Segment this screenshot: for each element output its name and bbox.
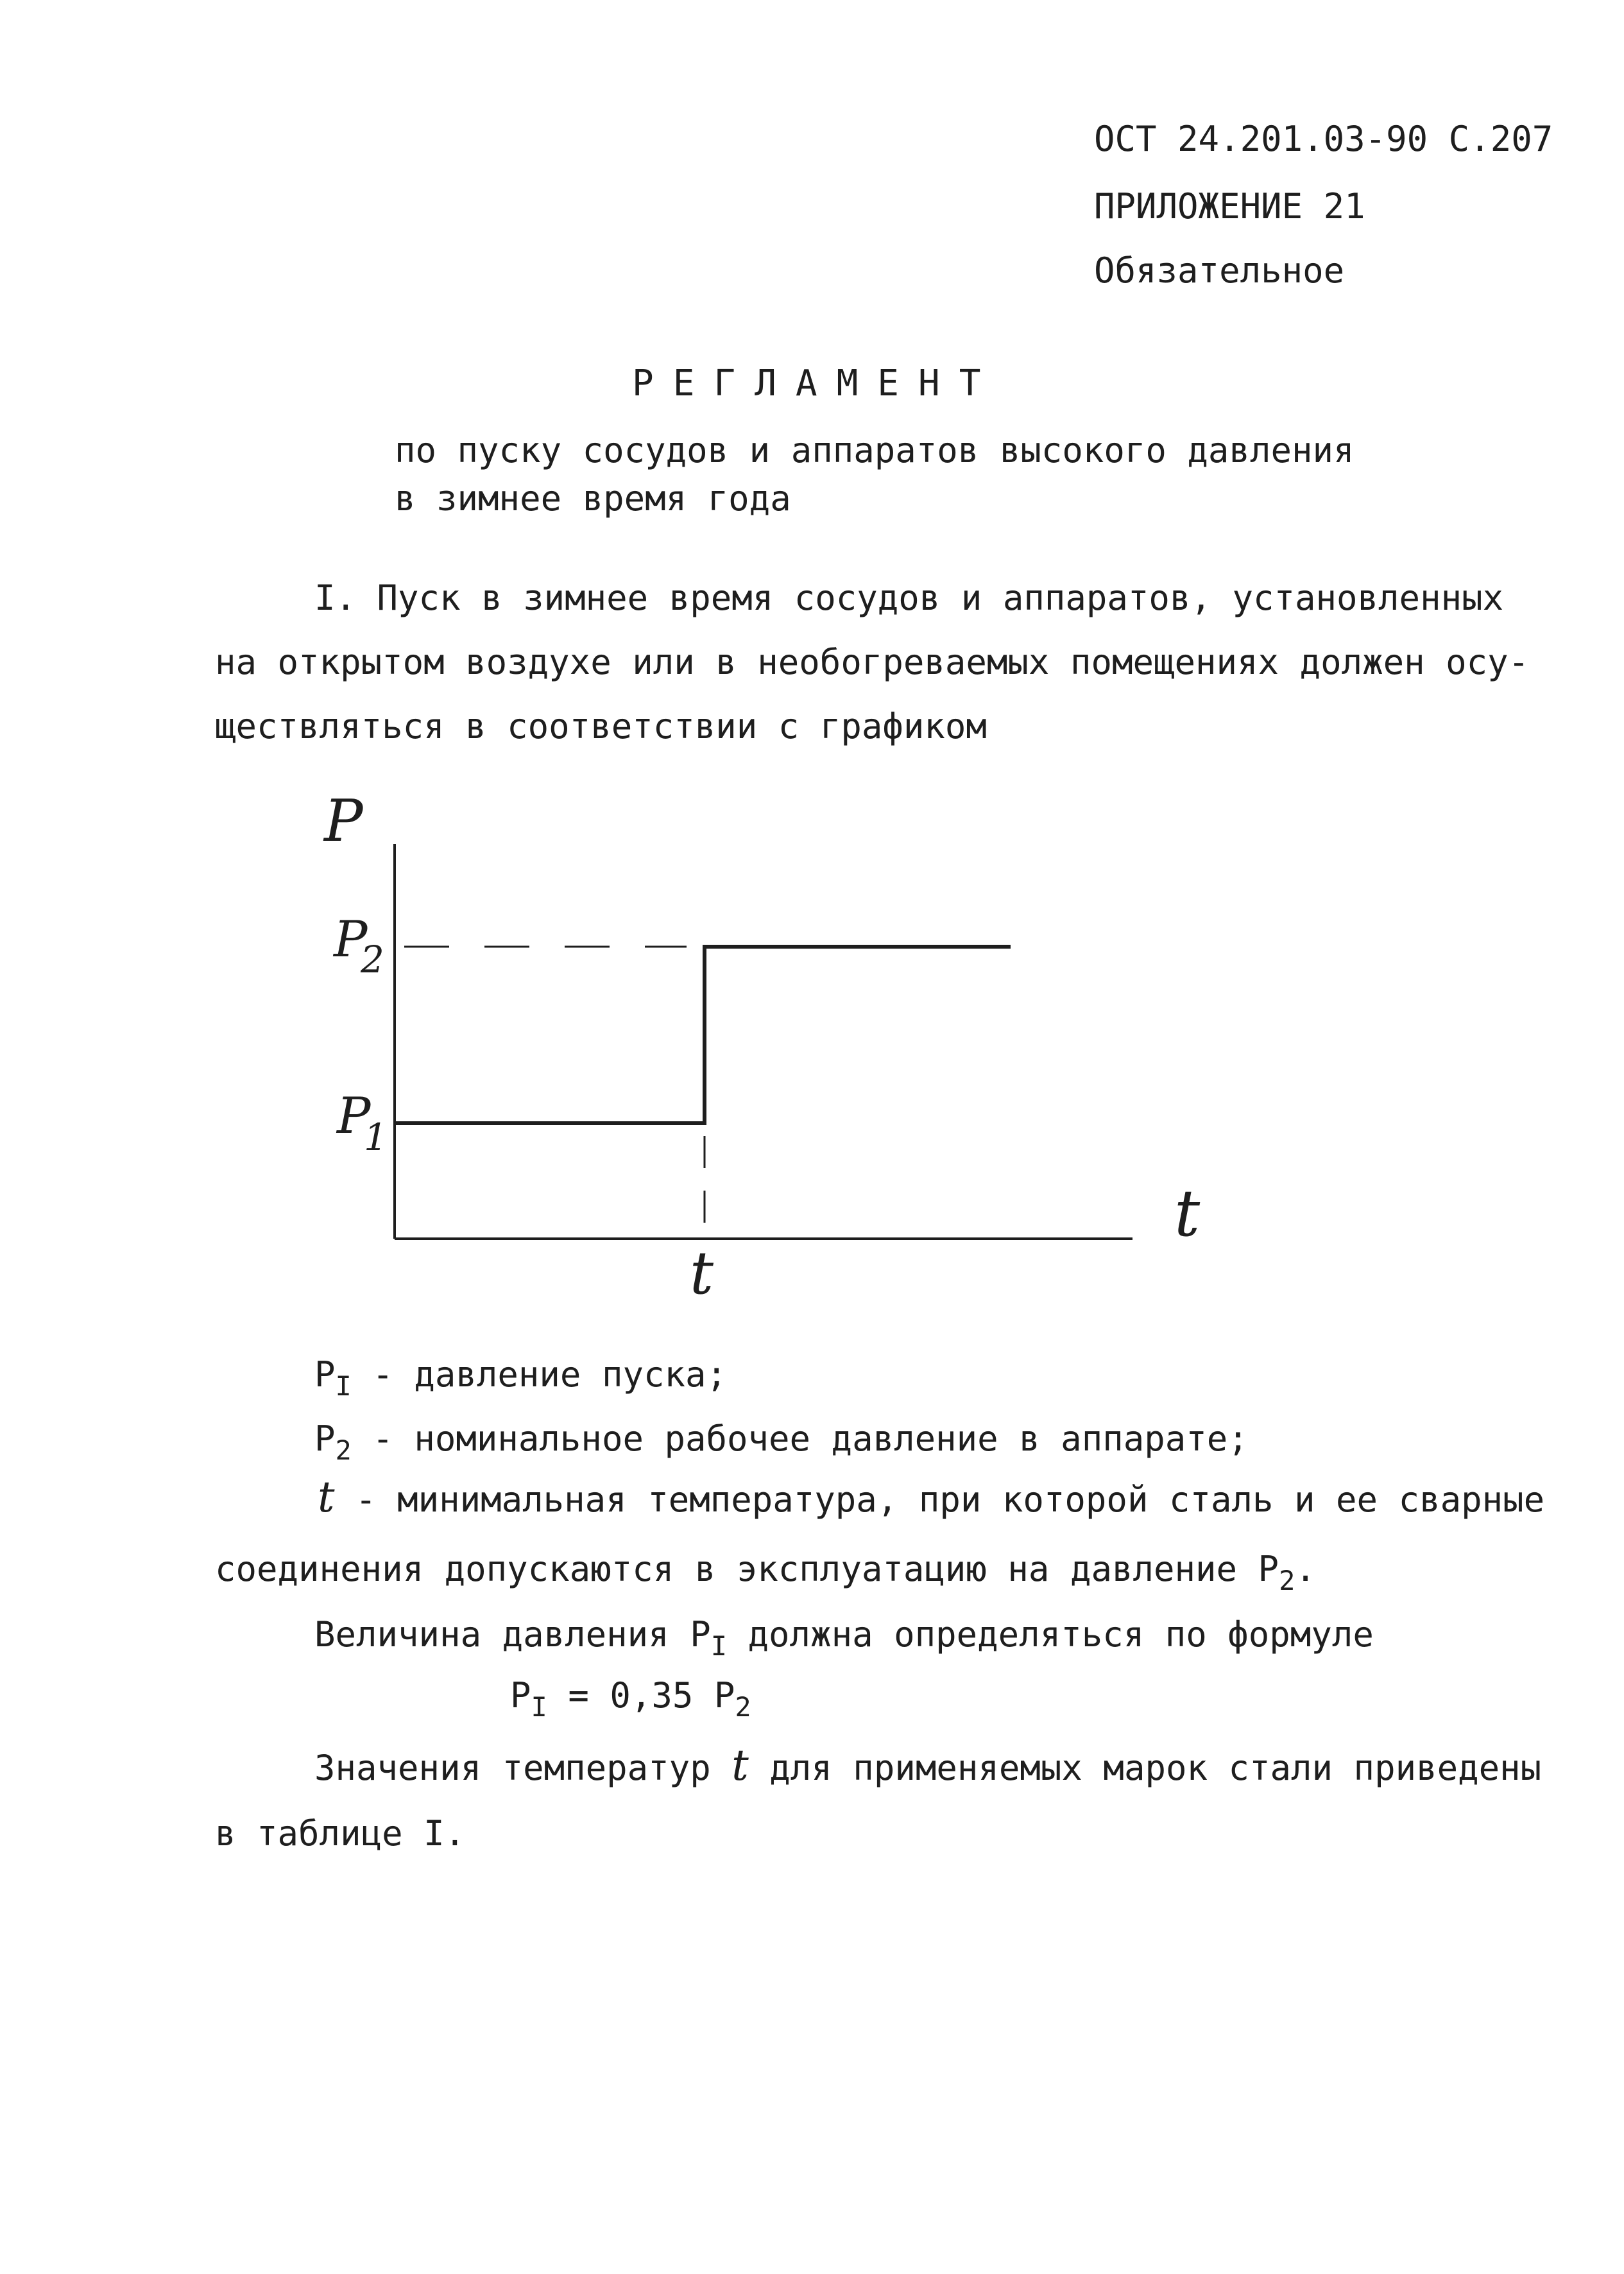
status-label: Обязательное — [1094, 250, 1345, 291]
legend-t-continuation — [215, 1549, 1316, 1596]
p2-label-subscript: 2 — [361, 938, 384, 981]
legend-t-text-line2-end: . — [1295, 1549, 1316, 1589]
closing-line-1 — [314, 1741, 1542, 1790]
closing-line-1-post: для применяемых марок стали приведены — [748, 1748, 1542, 1788]
paragraph-1-line-1: I. Пуск в зимнее время сосудов и аппаратов, установленных — [314, 578, 1504, 618]
document-subtitle-line1: по пуску сосудов и аппаратов высокого давления — [395, 430, 1355, 470]
x-axis-label: t — [1174, 1176, 1201, 1251]
legend-p1-text: - давление пуска; — [351, 1354, 728, 1395]
closing-line-1-pre: Значения температур — [314, 1748, 732, 1788]
legend-p2-symbol: P — [314, 1418, 336, 1459]
legend-p2 — [314, 1418, 1249, 1466]
closing-line-2: в таблице I. — [215, 1813, 466, 1854]
y-axis-label: P — [324, 789, 363, 855]
document-subtitle-line2: в зимнее время года — [395, 478, 791, 519]
p1-label-subscript: 1 — [364, 1115, 388, 1159]
pressure-time-graph — [302, 789, 1277, 1322]
paragraph-1-line-3: ществляться в соответствии с графиком — [215, 706, 987, 746]
paragraph-1-line-2: на открытом воздухе или в необогреваемых помещениях должен осу- — [215, 642, 1530, 682]
legend-t-text-line1: - минимальная температура, при которой сталь и ее сварные — [334, 1479, 1545, 1520]
legend-p1-subscript: I — [335, 1370, 352, 1402]
document-title: РЕГЛАМЕНТ — [632, 363, 1000, 404]
legend-p2-subscript: 2 — [335, 1434, 352, 1466]
p1-label: P — [337, 1087, 371, 1145]
formula-lhs-subscript: I — [531, 1691, 547, 1723]
formula-intro-subscript: I — [710, 1630, 728, 1662]
formula-rhs-subscript: 2 — [735, 1691, 751, 1723]
closing-t-symbol: t — [731, 1741, 749, 1790]
legend-p1-symbol: P — [314, 1354, 336, 1395]
legend-t-text-line2: соединения допускаются в эксплуатацию на давление P — [215, 1549, 1279, 1589]
formula-intro-post: должна определяться по формуле — [727, 1614, 1374, 1655]
appendix-label: ПРИЛОЖЕНИЕ 21 — [1094, 186, 1365, 227]
legend-p2-text: - номинальное рабочее давление в аппарате; — [351, 1418, 1249, 1459]
legend-t-text-line2-subscript: 2 — [1279, 1565, 1295, 1596]
doc-reference: ОСТ 24.201.03-90 С.207 — [1094, 119, 1553, 159]
formula-rhs: = 0,35 P — [547, 1675, 735, 1716]
formula-equation — [510, 1675, 751, 1723]
legend-t-symbol: t — [318, 1472, 335, 1522]
formula-intro-pre: Величина давления P — [314, 1614, 711, 1655]
legend-t — [318, 1472, 1545, 1522]
legend-p1 — [314, 1354, 728, 1402]
formula-intro — [314, 1614, 1374, 1662]
formula-lhs: P — [510, 1675, 531, 1716]
t-mark-label: t — [690, 1239, 714, 1307]
p2-label: P — [334, 911, 368, 969]
